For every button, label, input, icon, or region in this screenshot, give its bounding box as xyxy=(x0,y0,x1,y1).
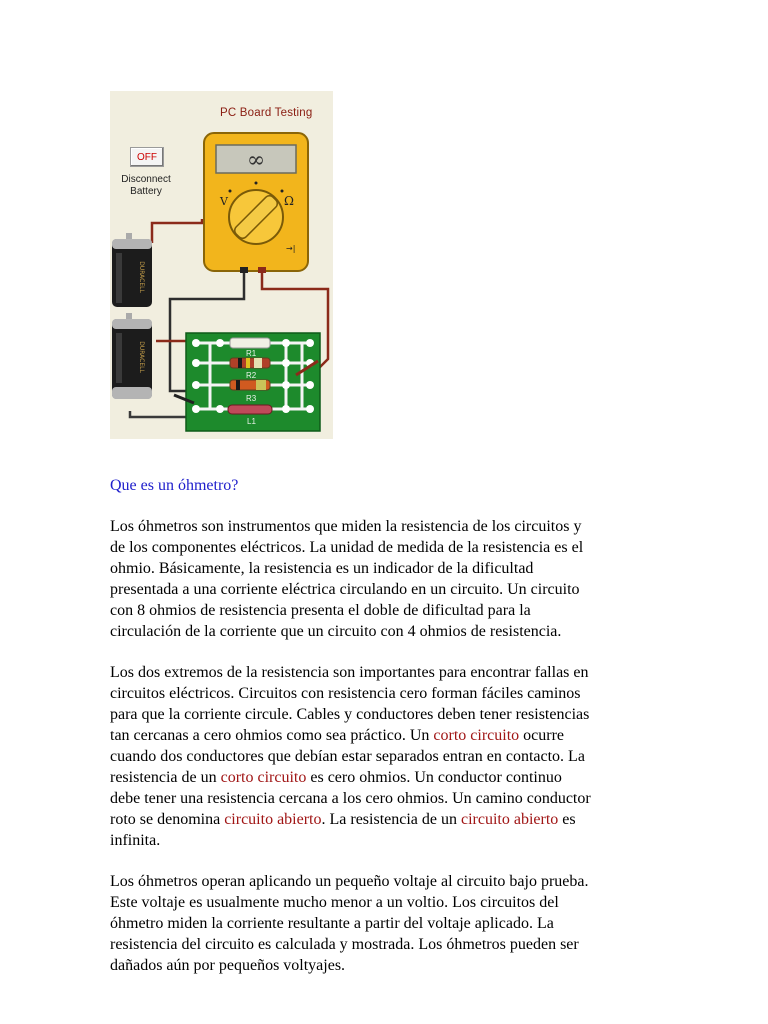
board-label-r2: R3 xyxy=(246,394,257,403)
board-label-r1: R1 xyxy=(246,349,257,358)
paragraph-2-text-1: Los dos extremos de la resistencia son importantes para encontrar fallas en circuitos eléctricos. Circuitos con resistencia cero forman fáciles caminos para que la corriente circule. Cables y conductores deben tener resistencias tan cercanas a cero ohmios como sea práctico. Un xyxy=(110,664,590,744)
paragraph-2 xyxy=(110,662,670,851)
paragraph-2-text-4: . La resistencia de un xyxy=(321,811,461,828)
svg-text:DURACELL: DURACELL xyxy=(138,341,145,373)
battery-wire-top xyxy=(152,219,202,243)
section-heading: Que es un óhmetro? xyxy=(110,477,239,494)
resistor-1 xyxy=(230,338,270,348)
paragraph-2-text-5: es infinita. xyxy=(110,811,576,849)
paragraph-3: Los óhmetros operan aplicando un pequeño voltaje al circuito bajo prueba. Este voltaje es usualmente mucho menor a un voltio. Los circuitos del óhmetro miden la corriente resultante a partir del voltaje aplicado. La resistencia del circuito es calculada y mostrada. Los óhmetros pueden ser dañados aún por pequeños voltyajes. xyxy=(110,873,589,974)
meter-diode-label: →| xyxy=(286,244,296,253)
battery-brand-label: DURACELL xyxy=(138,261,145,293)
term-corto-circuito: corto circuito xyxy=(433,727,520,744)
meter-volts-label: V xyxy=(220,195,228,208)
board-label-r3: R2 xyxy=(246,371,257,380)
battery-wire-bottom xyxy=(130,397,188,417)
term-circuito-abierto: circuito abierto xyxy=(461,811,559,828)
circuit-illustration xyxy=(110,91,333,439)
meter-ohm-jack xyxy=(258,267,266,273)
lamp-l1 xyxy=(228,405,272,414)
battery-bottom xyxy=(112,313,152,399)
figure-title: PC Board Testing xyxy=(220,107,313,119)
pc-board-testing-figure xyxy=(110,91,333,439)
meter-ohms-label: Ω xyxy=(284,194,294,208)
term-corto-circuito: corto circuito xyxy=(220,769,307,786)
paragraph-1: Los óhmetros son instrumentos que miden la resistencia de los circuitos y de los componentes eléctricos. La unidad de medida de la resistencia es el ohmio. Básicamente, la resistencia es un indicador de la dificultad presentada a una corriente eléctrica circulando en un circuito. Un circuito con 8 ohmios de resistencia presenta el doble de dificultad para la circulación de la corriente que un circuito con 4 ohmios de resistencia. xyxy=(110,518,584,640)
board-label-l1: L1 xyxy=(247,417,256,426)
battery-top xyxy=(112,233,152,307)
disconnect-battery-label: Disconnect Battery xyxy=(121,174,171,197)
term-circuito-abierto: circuito abierto xyxy=(224,811,322,828)
paragraph-2-text-3: es cero ohmios. Un conductor continuo debe tener una resistencia cercana a los cero ohmios. Un camino conductor roto se denomina xyxy=(110,769,591,828)
paragraph-2-text-2: ocurre cuando dos conductores que debían estar separados entran en contacto. La resistencia de un xyxy=(110,727,585,786)
meter-com-jack xyxy=(240,267,248,273)
off-button[interactable]: OFF xyxy=(130,147,164,167)
meter-display-reading: ∞ xyxy=(246,148,266,173)
multimeter xyxy=(204,133,308,273)
